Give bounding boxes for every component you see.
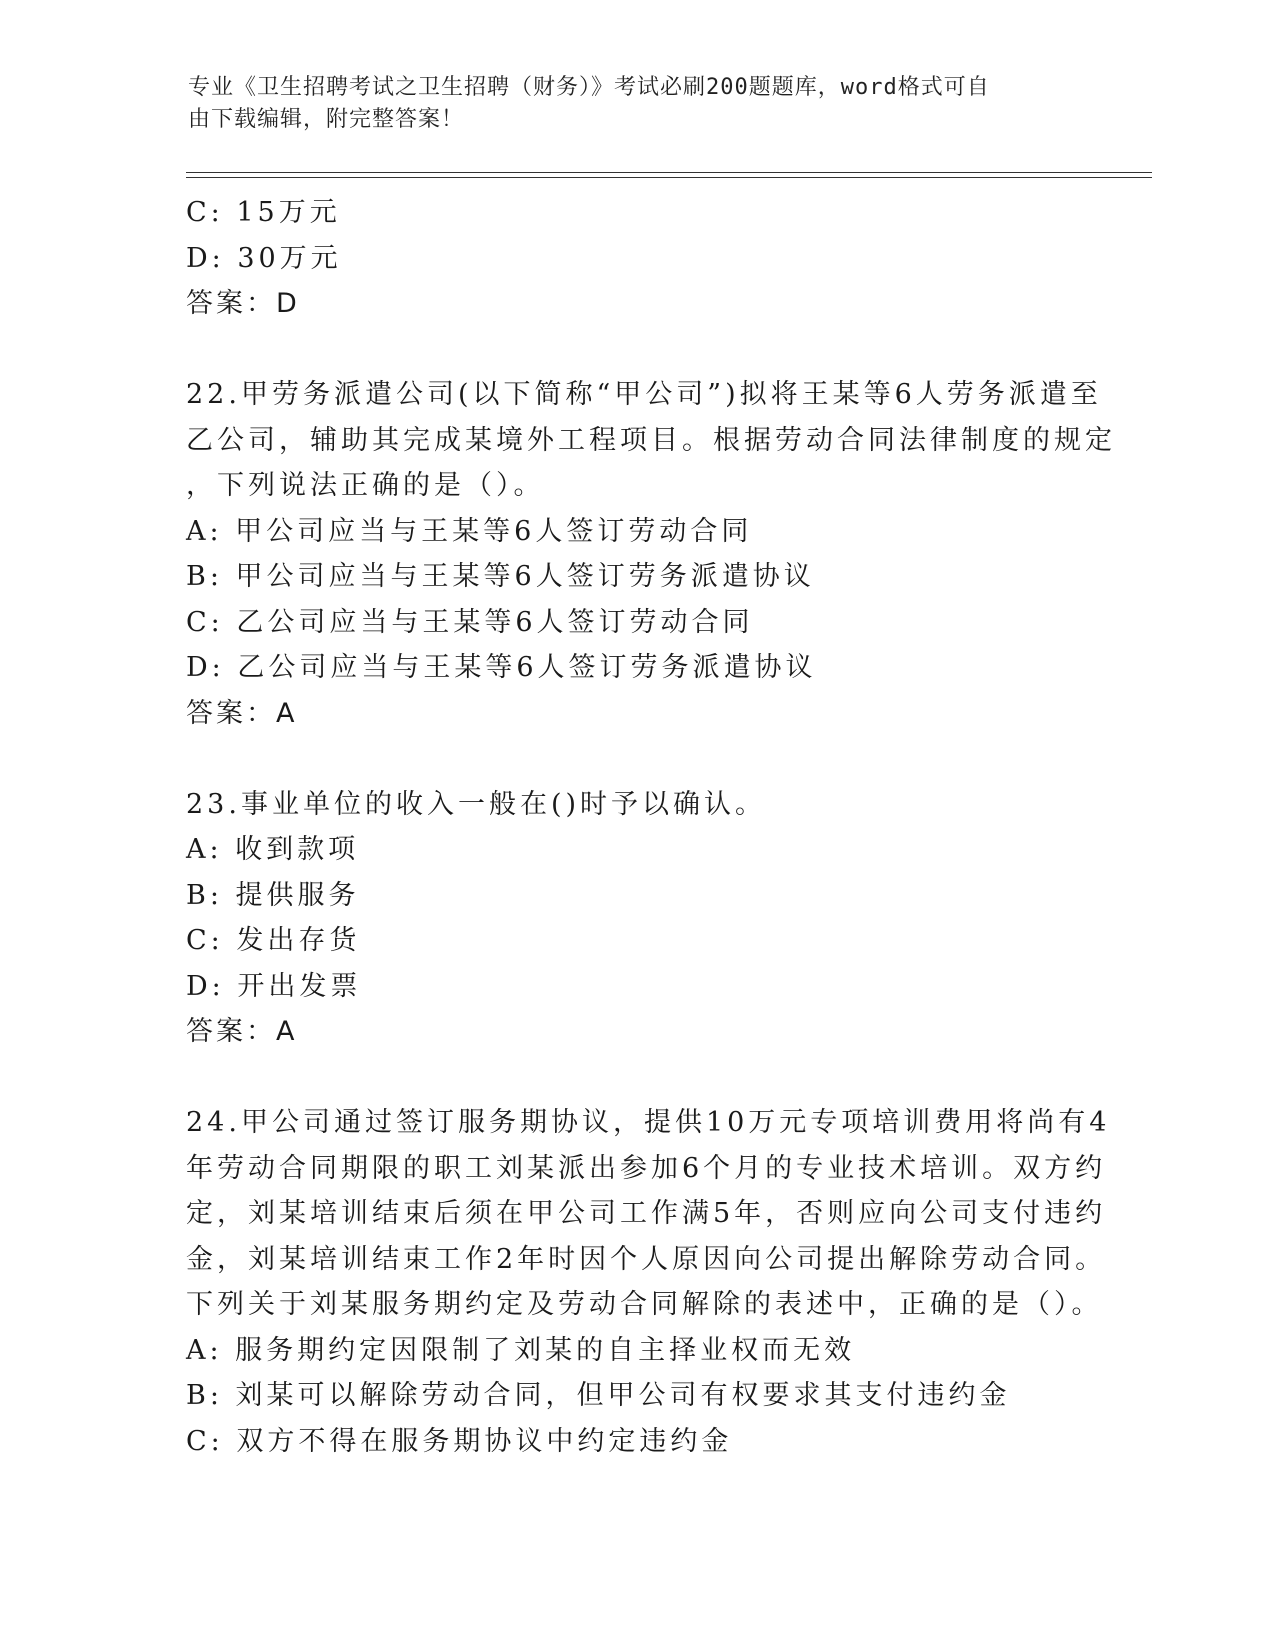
question-stem-line: 22.甲劳务派遣公司(以下简称“甲公司”)拟将王某等6人劳务派遣至 xyxy=(186,379,1102,410)
option-b: B: 刘某可以解除劳动合同，但甲公司有权要求其支付违约金 xyxy=(186,1380,1011,1411)
page-header xyxy=(188,72,1068,136)
option-c: C: 双方不得在服务期协议中约定违约金 xyxy=(186,1425,733,1457)
document-body xyxy=(186,190,1116,1464)
question-stem-line: 下列关于刘某服务期约定及劳动合同解除的表述中，正确的是（）。 xyxy=(186,1289,1103,1320)
question-24 xyxy=(186,1100,1111,1464)
option-a: A: 服务期约定因限制了刘某的自主择业权而无效 xyxy=(186,1334,856,1366)
option-c: C: 15万元 xyxy=(186,197,341,228)
question-23 xyxy=(186,782,1086,1055)
option-d: D: 乙公司应当与王某等6人签订劳务派遣协议 xyxy=(186,652,817,683)
question-stem-line: ，下列说法正确的是（）。 xyxy=(186,470,545,501)
question-stem-line: 24.甲公司通过签订服务期协议，提供10万元专项培训费用将尚有4 xyxy=(186,1107,1111,1138)
header-line-1: 专业《卫生招聘考试之卫生招聘（财务）》考试必刷200题题库，word格式可自 xyxy=(188,75,990,100)
question-stem-line: 金，刘某培训结束工作2年时因个人原因向公司提出解除劳动合同。 xyxy=(186,1243,1107,1275)
answer: 答案：A xyxy=(186,697,298,729)
header-rule-top xyxy=(186,172,1152,173)
option-c: C: 发出存货 xyxy=(186,925,361,956)
header-line-2: 由下载编辑，附完整答案！ xyxy=(188,107,465,132)
question-22 xyxy=(186,372,1116,736)
answer: 答案：D xyxy=(186,288,300,319)
question-stem-line: 年劳动合同期限的职工刘某派出参加6个月的专业技术培训。双方约 xyxy=(186,1152,1107,1184)
option-c: C: 乙公司应当与王某等6人签订劳动合同 xyxy=(186,606,754,638)
answer: 答案：A xyxy=(186,1016,298,1047)
question-stem-line: 定，刘某培训结束后须在甲公司工作满5年，否则应向公司支付违约 xyxy=(186,1198,1107,1229)
header-rule-bottom xyxy=(186,177,1152,178)
question-stem-line: 乙公司，辅助其完成某境外工程项目。根据劳动合同法律制度的规定 xyxy=(186,424,1116,456)
question-stem-line: 23.事业单位的收入一般在()时予以确认。 xyxy=(186,788,767,820)
option-a: A: 收到款项 xyxy=(186,834,360,865)
option-d: D: 30万元 xyxy=(186,242,342,274)
option-b: B: 提供服务 xyxy=(186,879,360,911)
option-a: A: 甲公司应当与王某等6人签订劳动合同 xyxy=(186,515,753,547)
option-d: D: 开出发票 xyxy=(186,970,362,1002)
option-b: B: 甲公司应当与王某等6人签订劳务派遣协议 xyxy=(186,561,815,592)
